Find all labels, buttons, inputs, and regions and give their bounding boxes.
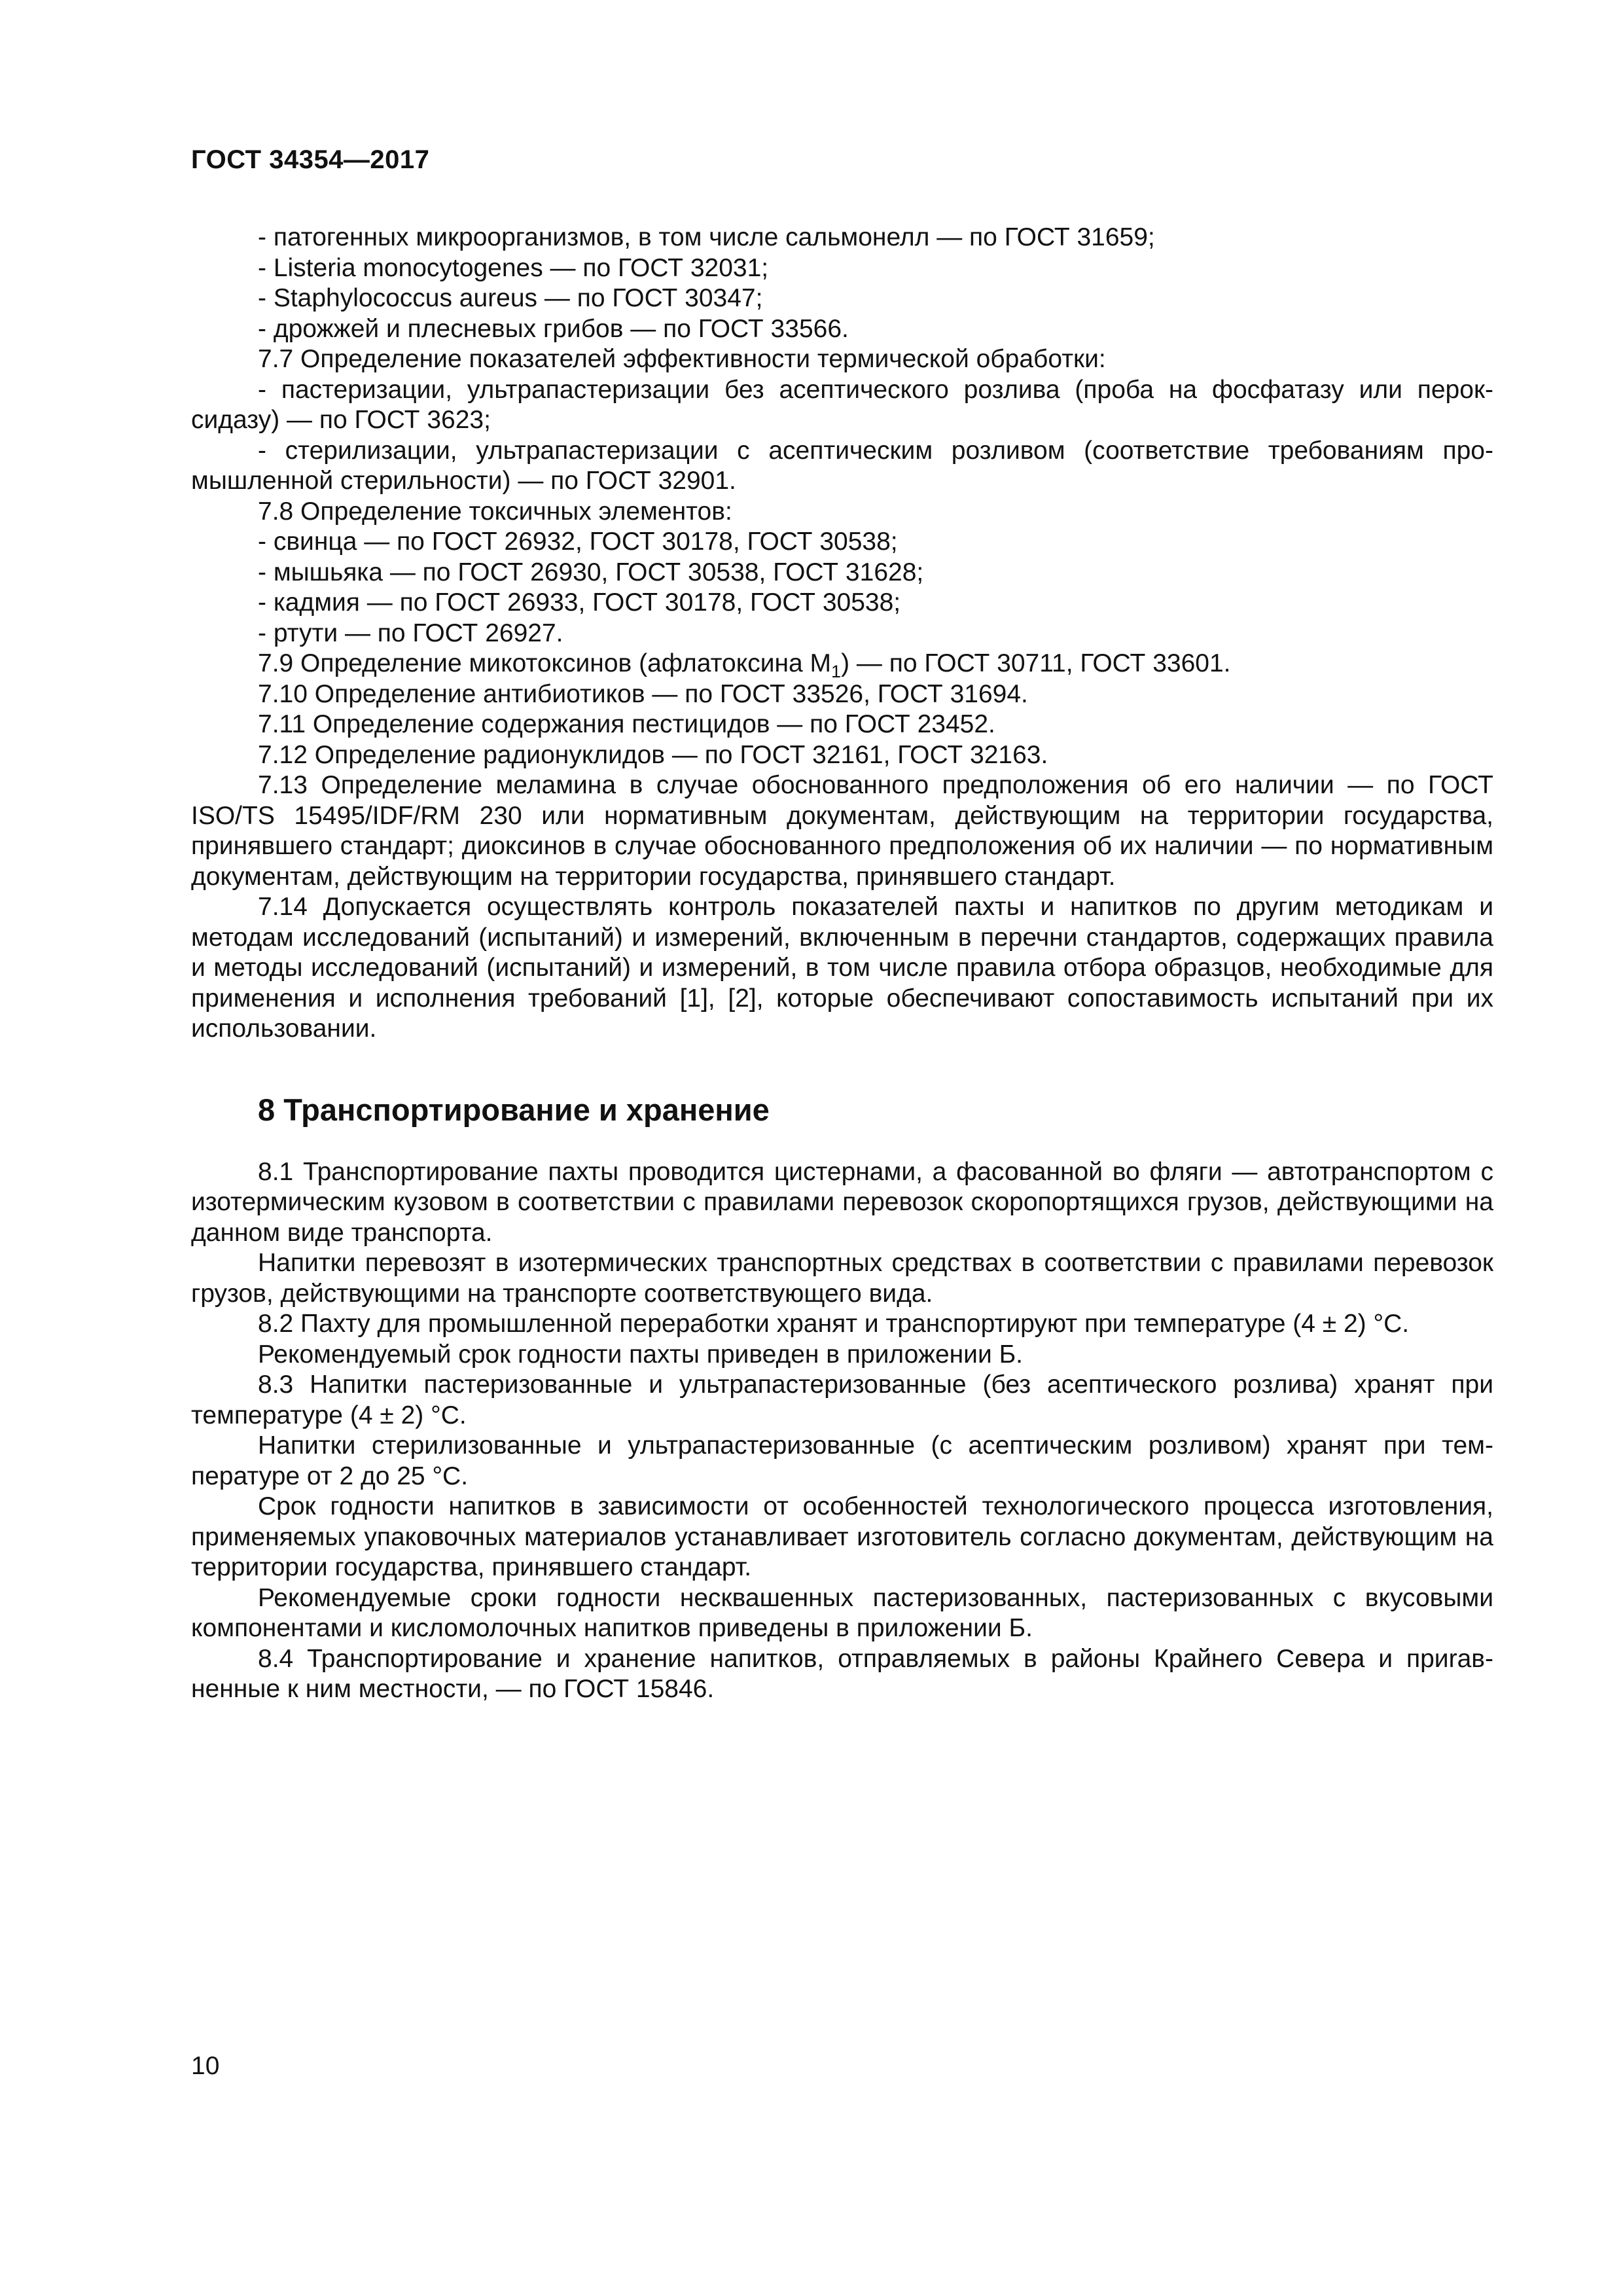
paragraph-7-12: 7.12 Определение радионуклидов — по ГОСТ 32161, ГОСТ 32163. bbox=[258, 740, 1048, 769]
paragraph-buttermilk-shelf-life: Рекомендуемый срок годности пахты приведен в приложении Б. bbox=[258, 1340, 1024, 1369]
paragraph-drinks-transport: Напитки перевозят в изотермических транспортных средствах в соответствии с правилами перевозок грузов, действующими на транспорте соответствующего вида. bbox=[191, 1249, 1493, 1308]
paragraph-arsenic: - мышьяка — по ГОСТ 26930, ГОСТ 30538, ГОСТ 31628; bbox=[258, 558, 924, 586]
paragraph-shelf-life-manufacturer: Срок годности напитков в зависимости от особенностей технологического процесса изготовления, применяемых упаковочных материалов устанавливает изготовитель согласно документам, действующим на территории государства, принявшего стандарт. bbox=[191, 1492, 1493, 1581]
paragraph-7-9-after: ) — по ГОСТ 30711, ГОСТ 33601. bbox=[841, 649, 1231, 677]
paragraph-sterilization: - стерилизации, ультрапастеризации с асептическим розливом (соответствие требованиям промышленной стерильности) — по ГОСТ 32901. bbox=[191, 436, 1493, 495]
paragraph-7-10: 7.10 Определение антибиотиков — по ГОСТ 33526, ГОСТ 31694. bbox=[258, 679, 1028, 708]
paragraph-cadmium: - кадмия — по ГОСТ 26933, ГОСТ 30178, ГОСТ 30538; bbox=[258, 588, 901, 617]
paragraph-recommended-shelf-life: Рекомендуемые сроки годности несквашенных пастеризованных, пастеризованных с вкусовыми компонентами и кисломолочных напитков приведены в приложении Б. bbox=[191, 1583, 1493, 1642]
paragraph-lead: - свинца — по ГОСТ 26932, ГОСТ 30178, ГОСТ 30538; bbox=[258, 528, 898, 556]
section-8-title: 8 Транспортирование и хранение bbox=[258, 1092, 770, 1127]
paragraph-yeast-mold: - дрожжей и плесневых грибов — по ГОСТ 33566. bbox=[258, 314, 849, 343]
paragraph-8-4: 8.4 Транспортирование и хранение напитков, отправляемых в районы Крайнего Севера и приrавненные к ним местности, — по ГОСТ 15846. bbox=[191, 1644, 1493, 1703]
page-number: 10 bbox=[191, 2052, 220, 2080]
paragraph-pasteurization: - пастеризации, ультрапастеризации без асептического розлива (проба на фосфатазу или пероксидазу) — по ГОСТ 3623; bbox=[191, 375, 1493, 434]
paragraph-7-11: 7.11 Определение содержания пестицидов — по ГОСТ 23452. bbox=[258, 710, 995, 738]
paragraph-7-7: 7.7 Определение показателей эффективности термической обработки: bbox=[258, 345, 1106, 373]
paragraph-8-2: 8.2 Пахту для промышленной переработки хранят и транспортируют при температуре (4 ± 2) °C. bbox=[258, 1310, 1410, 1338]
paragraph-7-9-before: 7.9 Определение микотоксинов (афлатоксина M bbox=[258, 649, 832, 677]
paragraph-7-8: 7.8 Определение токсичных элементов: bbox=[258, 497, 732, 526]
paragraph-staphylococcus: - Staphylococcus aureus — по ГОСТ 30347; bbox=[258, 284, 763, 312]
document-body bbox=[191, 223, 1493, 1705]
paragraph-sterilized-storage: Напитки стерилизованные и ультрапастеризованные (с асептическим розливом) хранят при температуре от 2 до 25 °C. bbox=[191, 1431, 1493, 1490]
paragraph-mercury: - ртути — по ГОСТ 26927. bbox=[258, 619, 563, 647]
paragraph-pathogens: - патогенных микроорганизмов, в том числе сальмонелл — по ГОСТ 31659; bbox=[258, 223, 1155, 251]
aflatoxin-subscript: 1 bbox=[831, 661, 842, 681]
paragraph-7-13: 7.13 Определение меламина в случае обоснованного предположения об его наличии — по ГОСТ ISO/TS 15495/IDF/RM 230 или нормативным документам, действующим на территории государства, принявшего стандарт; диоксинов в случае обоснованного предположения об их наличии — по нормативным документам, действующим на территории государства, принявшего стандарт. bbox=[191, 771, 1493, 891]
paragraph-8-3: 8.3 Напитки пастеризованные и ультрапастеризованные (без асептического розлива) хранят при температуре (4 ± 2) °C. bbox=[191, 1371, 1493, 1429]
paragraph-7-14: 7.14 Допускается осуществлять контроль показателей пахты и напитков по другим методикам и методам исследований (испытаний) и измерений, включенным в перечни стандартов, содержащих правила и методы исследований (испытаний) и измерений, в том числе правила отбора образцов, необходимые для применения и исполнения требований [1], [2], которые обеспечивают сопоставимость испытаний при их использовании. bbox=[191, 893, 1493, 1043]
paragraph-7-9 bbox=[191, 649, 1493, 679]
paragraph-8-1: 8.1 Транспортирование пахты проводится цистернами, а фасованной во фляги — автотранспортом с изотермическим кузовом в соответствии с правилами перевозок скоропортящихся грузов, действующими на данном виде транспорта. bbox=[191, 1157, 1493, 1247]
document-code-header: ГОСТ 34354—2017 bbox=[191, 145, 430, 174]
paragraph-listeria: - Listeria monocytogenes — по ГОСТ 32031; bbox=[258, 253, 769, 282]
